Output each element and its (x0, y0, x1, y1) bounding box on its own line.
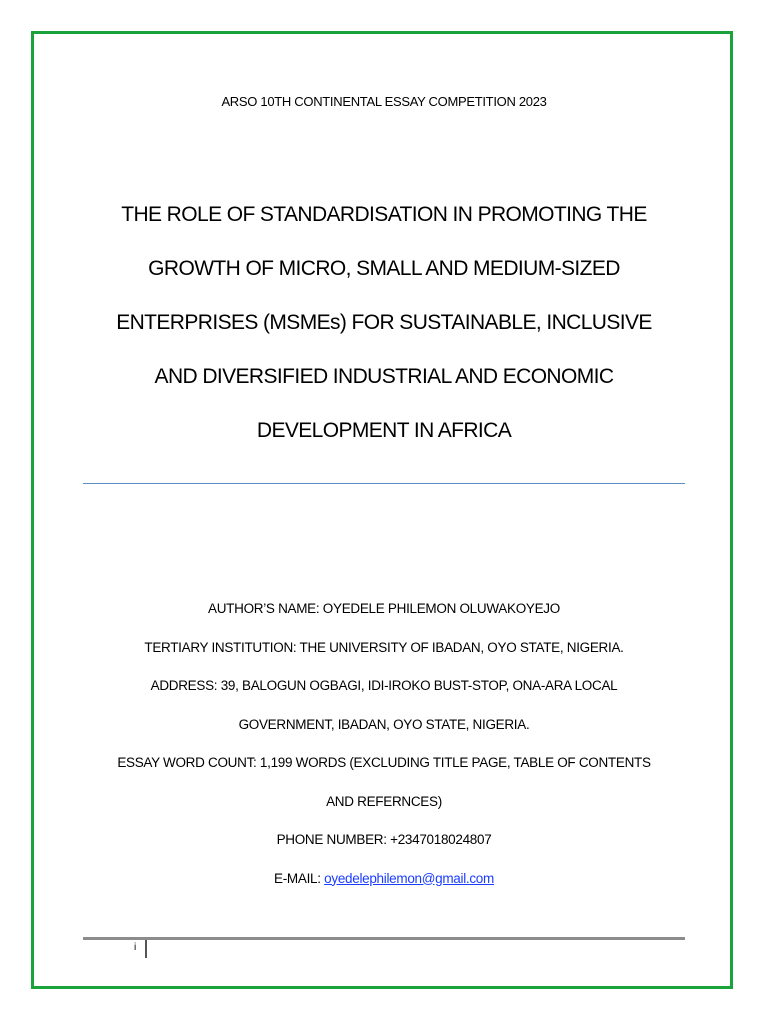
competition-heading: ARSO 10TH CONTINENTAL ESSAY COMPETITION 2023 (221, 94, 547, 109)
title-line: DEVELOPMENT IN AFRICA (256, 419, 512, 442)
title-line: AND DIVERSIFIED INDUSTRIAL AND ECONOMIC (154, 365, 614, 388)
email-link[interactable]: oyedelephilemon@gmail.com (324, 870, 494, 886)
tertiary-institution: TERTIARY INSTITUTION: THE UNIVERSITY OF IBADAN, OYO STATE, NIGERIA. (144, 639, 624, 655)
title-line: GROWTH OF MICRO, SMALL AND MEDIUM-SIZED (148, 257, 620, 280)
email-row (60, 866, 708, 905)
footer-rule (83, 937, 685, 940)
word-count-line: ESSAY WORD COUNT: 1,199 WORDS (EXCLUDING TITLE PAGE, TABLE OF CONTENTS (117, 755, 651, 770)
author-info (60, 596, 708, 904)
word-count-line: AND REFERNCES) (326, 793, 442, 809)
address-line: ADDRESS: 39, BALOGUN OGBAGI, IDI-IROKO BUST-STOP, ONA-ARA LOCAL (150, 678, 618, 693)
phone-number: PHONE NUMBER: +2347018024807 (276, 832, 492, 847)
page-number: i (134, 942, 137, 953)
address-line: GOVERNMENT, IBADAN, OYO STATE, NIGERIA. (238, 716, 530, 732)
essay-title (60, 195, 708, 465)
page-number-bar (145, 940, 147, 958)
title-line: ENTERPRISES (MSMEs) FOR SUSTAINABLE, INCLUSIVE (116, 311, 652, 334)
author-name: AUTHOR’S NAME: OYEDELE PHILEMON OLUWAKOYEJO (208, 601, 560, 616)
email-label: E-MAIL: (274, 870, 325, 886)
title-divider (83, 483, 685, 484)
title-line: THE ROLE OF STANDARDISATION IN PROMOTING THE (121, 203, 647, 226)
